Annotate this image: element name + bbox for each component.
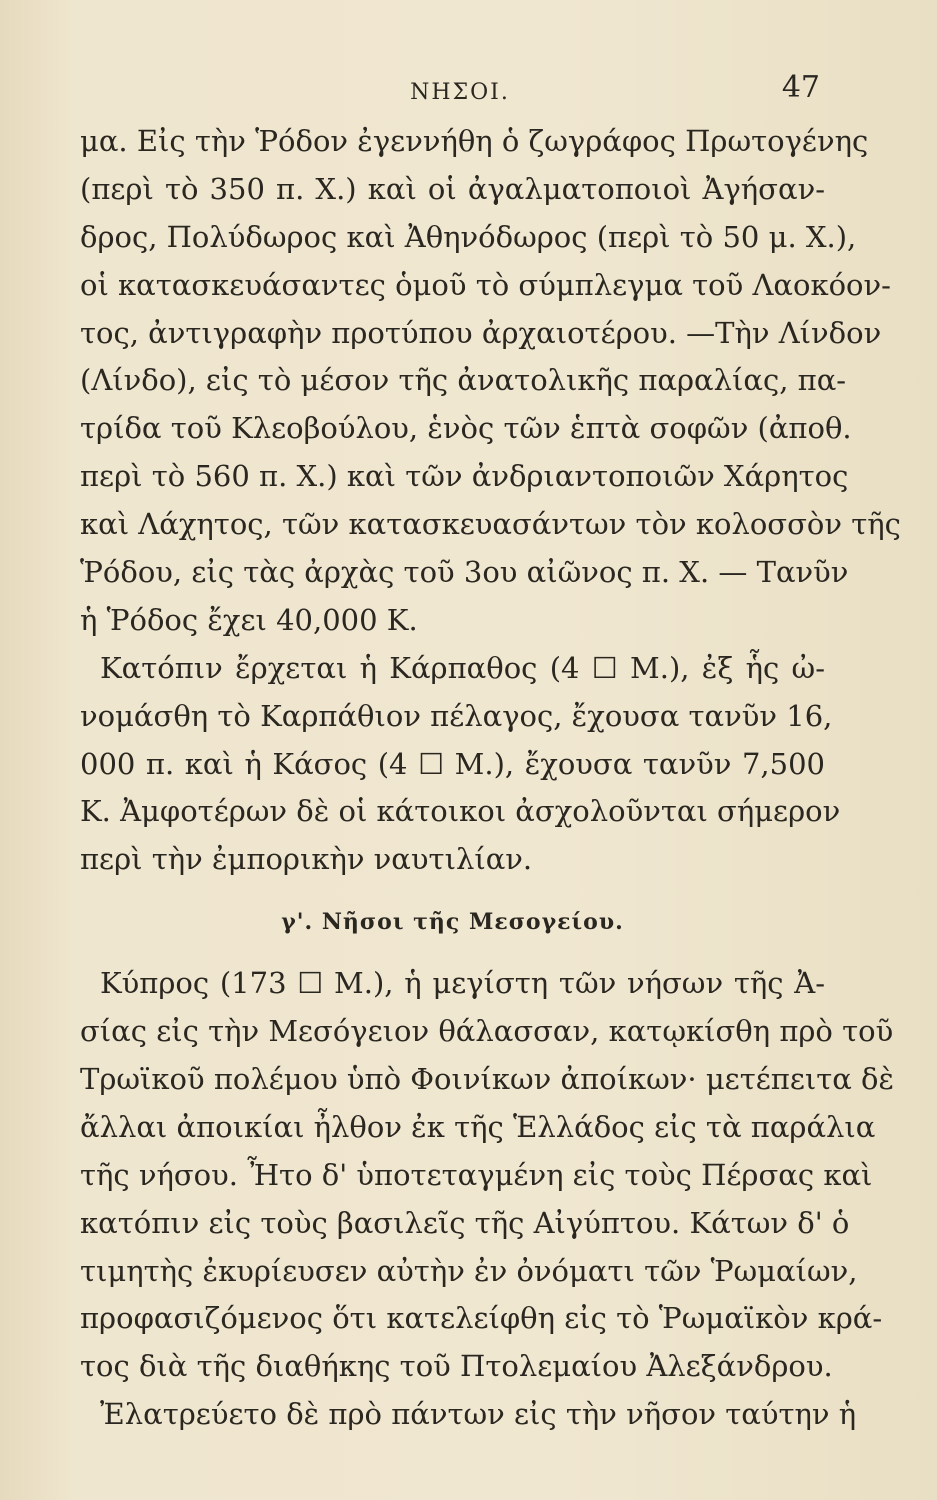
paragraph-first-line: Κατόπιν ἔρχεται ἡ Κάρπαθος (4 ☐ Μ.), ἐξ ἧς ὠ- <box>100 650 825 685</box>
text-line: περὶ τὸ 560 π. Χ.) καὶ τῶν ἀνδριαντοποιῶν Χάρητος <box>80 459 849 494</box>
paragraph-first-line: Κύπρος (173 ☐ Μ.), ἡ μεγίστη τῶν νήσων τῆς Ἀ- <box>100 966 825 1001</box>
text-line: τος διὰ τῆς διαθήκης τοῦ Πτολεμαίου Ἀλεξάνδρου. <box>80 1349 833 1384</box>
text-line: μα. Εἰς τὴν Ῥόδον ἐγεννήθη ὁ ζωγράφος Πρωτογένης <box>80 124 869 158</box>
section-heading: γ'. Νῆσοι τῆς Μεσογείου. <box>281 909 624 936</box>
text-line: περὶ τὴν ἐμπορικὴν ναυτιλίαν. <box>80 842 533 877</box>
text-line: ἡ Ῥόδος ἔχει 40,000 Κ. <box>80 602 418 637</box>
text-line: Ῥόδου, εἰς τὰς ἀρχὰς τοῦ 3ου αἰῶνος π. Χ. — Τανῦν <box>80 555 849 590</box>
text-line: Κ. Ἀμφοτέρων δὲ οἱ κάτοικοι ἀσχολοῦνται σήμερον <box>80 794 841 829</box>
text-line: καὶ Λάχητος, τῶν κατασκευασάντων τὸν κολοσσὸν τῆς <box>80 507 901 542</box>
running-head: ΝΗΣΟΙ. <box>410 80 510 105</box>
text-line: (Λίνδο), εἰς τὸ μέσον τῆς ἀνατολικῆς παραλίας, πα- <box>80 363 847 398</box>
text-line: τρίδα τοῦ Κλεοβούλου, ἑνὸς τῶν ἑπτὰ σοφῶν (ἀποθ. <box>80 411 852 446</box>
text-line: κατόπιν εἰς τοὺς βασιλεῖς τῆς Αἰγύπτου. Κάτων δ' ὁ <box>80 1205 850 1240</box>
text-line: δρος, Πολύδωρος καὶ Ἀθηνόδωρος (περὶ τὸ 50 μ. Χ.), <box>80 219 857 254</box>
page-header <box>90 70 830 110</box>
paragraph-first-line: Ἐλατρεύετο δὲ πρὸ πάντων εἰς τὴν νῆσον ταύτην ἡ <box>100 1397 857 1432</box>
text-line: 000 π. καὶ ἡ Κάσος (4 ☐ Μ.), ἔχουσα τανῦν 7,500 <box>80 746 825 781</box>
text-line: ἄλλαι ἀποικίαι ἦλθον ἐκ τῆς Ἑλλάδος εἰς τὰ παράλια <box>80 1109 876 1144</box>
text-line: (περὶ τὸ 350 π. Χ.) καὶ οἱ ἀγαλματοποιοὶ Ἀγήσαν- <box>80 171 825 206</box>
text-line: τῆς νήσου. Ἦτο δ' ὑποτεταγμένη εἰς τοὺς Πέρσας καὶ <box>80 1157 873 1192</box>
text-line: τιμητὴς ἐκυρίευσεν αὐτὴν ἐν ὀνόματι τῶν Ῥωμαίων, <box>80 1253 858 1288</box>
text-line: τος, ἀντιγραφὴν προτύπου ἀρχαιοτέρου. —Τὴν Λίνδον <box>80 315 882 350</box>
text-line: οἱ κατασκευάσαντες ὁμοῦ τὸ σύμπλεγμα τοῦ Λαοκόον- <box>80 267 891 302</box>
text-line: Τρωϊκοῦ πολέμου ὑπὸ Φοινίκων ἀποίκων· μετέπειτα δὲ <box>80 1062 895 1097</box>
text-line: σίας εἰς τὴν Μεσόγειον θάλασσαν, κατῳκίσθη πρὸ τοῦ <box>80 1014 894 1049</box>
page-number: 47 <box>781 70 820 105</box>
text-line: νομάσθη τὸ Καρπάθιον πέλαγος, ἔχουσα τανῦν 16, <box>80 698 833 733</box>
text-line: προφασιζόμενος ὅτι κατελείφθη εἰς τὸ Ῥωμαϊκὸν κρά- <box>80 1301 883 1336</box>
body-text <box>80 118 901 1439</box>
